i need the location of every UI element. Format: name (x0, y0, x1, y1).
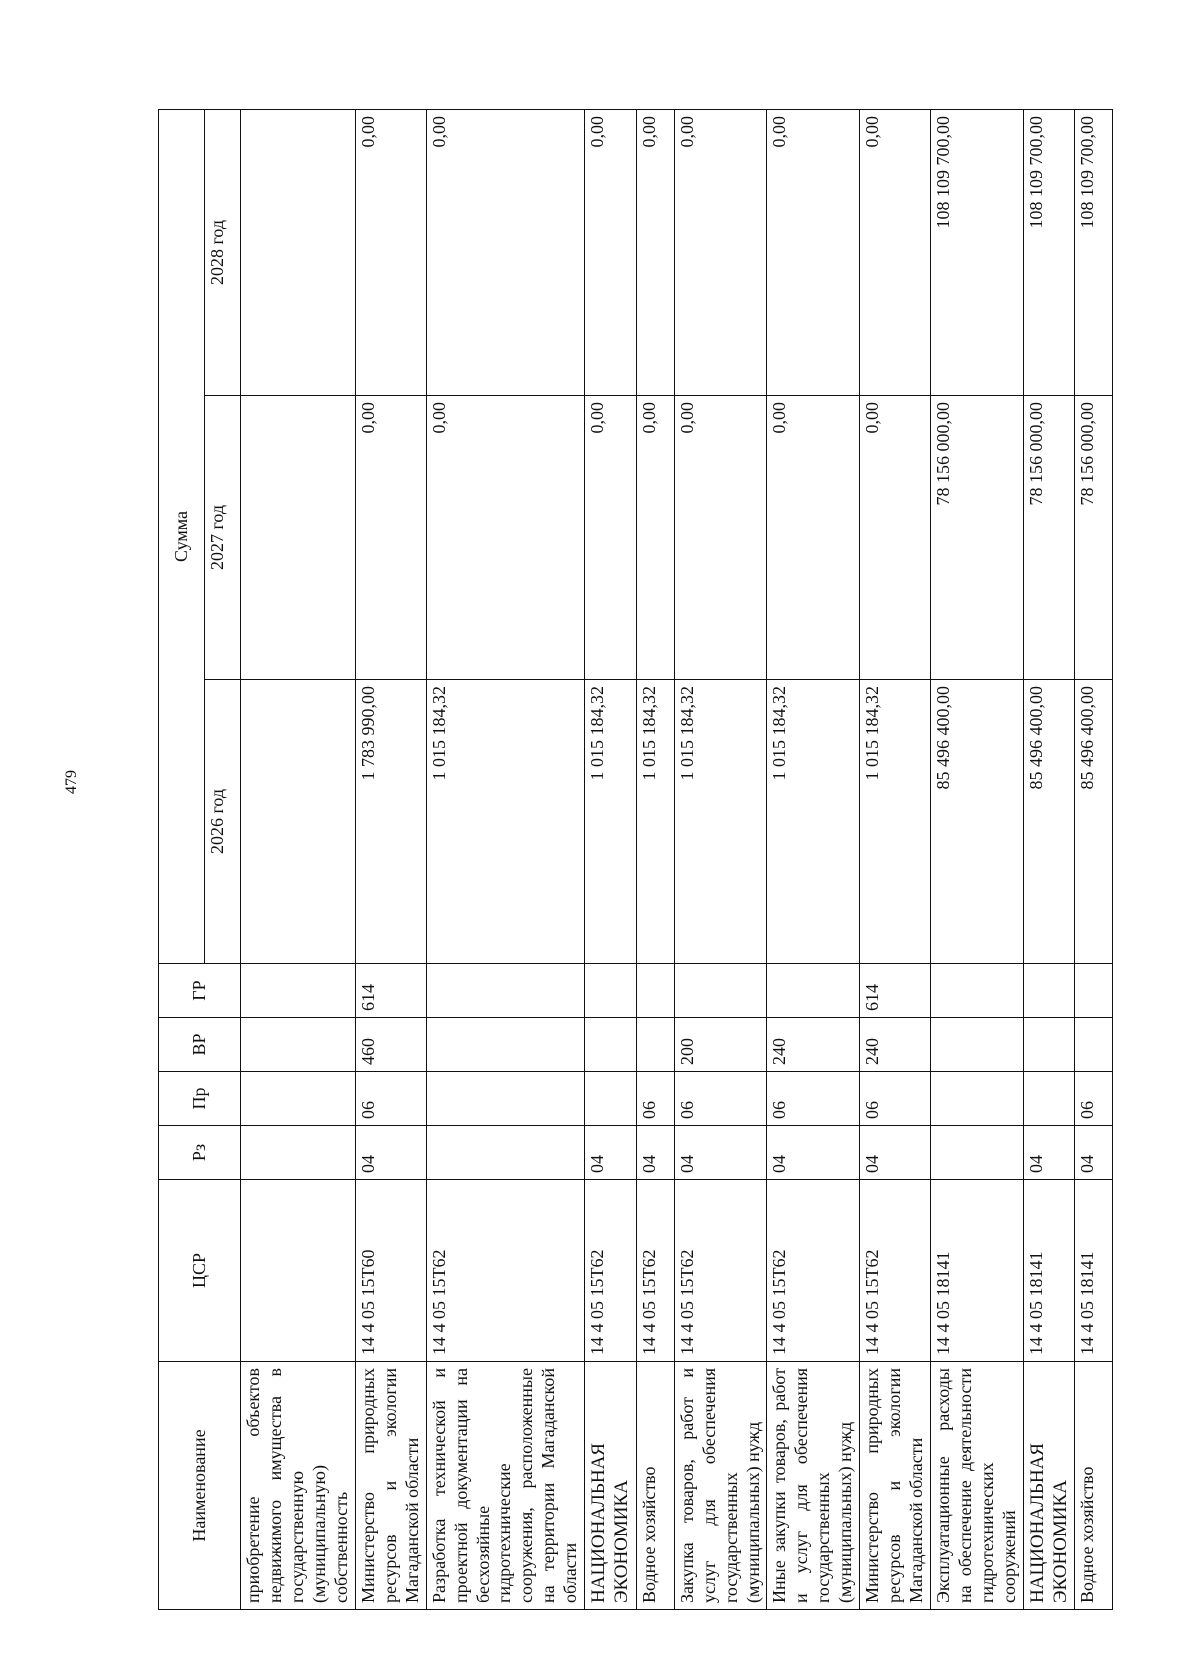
row-pr (1023, 1072, 1074, 1126)
row-2026: 1 015 184,32 (636, 680, 674, 964)
row-pr: 06 (860, 1072, 931, 1126)
row-2028: 0,00 (674, 109, 767, 395)
row-csr: 14 4 05 18141 (1075, 1180, 1113, 1362)
row-2027: 78 156 000,00 (931, 396, 1024, 680)
table-row (674, 109, 767, 1609)
row-2026: 85 496 400,00 (1023, 680, 1074, 964)
table-row (585, 109, 636, 1609)
row-gr (1023, 964, 1074, 1018)
row-vr (636, 1018, 674, 1072)
table-row (426, 109, 585, 1609)
table-row (1075, 109, 1113, 1609)
row-gr (767, 964, 860, 1018)
row-2026: 85 496 400,00 (931, 680, 1024, 964)
row-pr (585, 1072, 636, 1126)
row-vr: 460 (355, 1018, 426, 1072)
row-2028: 0,00 (426, 109, 585, 395)
row-pr: 06 (1075, 1072, 1113, 1126)
table-row (860, 109, 931, 1609)
header-sum: Сумма (159, 109, 205, 963)
header-name: Наименование (159, 1362, 241, 1610)
row-2027: 0,00 (767, 396, 860, 680)
rotated-table-wrapper (158, 110, 1098, 1610)
row-2027: 0,00 (674, 396, 767, 680)
row-pr: 06 (767, 1072, 860, 1126)
row-2028 (241, 109, 356, 395)
row-2026: 1 015 184,32 (674, 680, 767, 964)
row-2026: 1 015 184,32 (860, 680, 931, 964)
row-2028: 108 109 700,00 (931, 109, 1024, 395)
row-2026: 1 015 184,32 (426, 680, 585, 964)
row-name: Иные закупки товаров, работ и услуг для обеспечения государственных (муниципальных) нужд (767, 1362, 860, 1610)
row-2026 (241, 680, 356, 964)
row-pr (241, 1072, 356, 1126)
row-2027: 0,00 (355, 396, 426, 680)
row-gr: 614 (860, 964, 931, 1018)
row-name: Разработка технической и проектной документации на бесхозяйные гидротехнические сооружения, расположенные на территории Магаданской области (426, 1362, 585, 1610)
row-vr: 240 (767, 1018, 860, 1072)
row-vr (241, 1018, 356, 1072)
row-name: Министерство природных ресурсов и экологии Магаданской области (860, 1362, 931, 1610)
row-2028: 0,00 (767, 109, 860, 395)
row-2028: 0,00 (585, 109, 636, 395)
table-row (355, 109, 426, 1609)
row-gr: 614 (355, 964, 426, 1018)
row-csr: 14 4 05 15Т62 (636, 1180, 674, 1362)
row-name: Закупка товаров, работ и услуг для обеспечения государственных (муниципальных) нужд (674, 1362, 767, 1610)
row-name: НАЦИОНАЛЬНАЯ ЭКОНОМИКА (585, 1362, 636, 1610)
table-row (767, 109, 860, 1609)
row-name: Водное хозяйство (636, 1362, 674, 1610)
header-csr: ЦСР (159, 1180, 241, 1362)
row-rz: 04 (585, 1126, 636, 1180)
row-rz: 04 (674, 1126, 767, 1180)
row-name: Водное хозяйство (1075, 1362, 1113, 1610)
table-row (1023, 109, 1074, 1609)
page-number: 479 (63, 770, 80, 794)
row-vr (585, 1018, 636, 1072)
row-2027: 0,00 (636, 396, 674, 680)
row-name: Министерство природных ресурсов и экологии Магаданской области (355, 1362, 426, 1610)
row-pr: 06 (636, 1072, 674, 1126)
budget-table (158, 109, 1113, 1610)
row-rz (931, 1126, 1024, 1180)
header-gr: ГР (159, 964, 241, 1018)
row-gr (241, 964, 356, 1018)
row-2027: 0,00 (585, 396, 636, 680)
row-2026: 85 496 400,00 (1075, 680, 1113, 964)
row-2028: 0,00 (860, 109, 931, 395)
row-2027: 78 156 000,00 (1023, 396, 1074, 680)
row-vr (426, 1018, 585, 1072)
header-vr: ВР (159, 1018, 241, 1072)
table-row (241, 109, 356, 1609)
table-row (931, 109, 1024, 1609)
row-rz (241, 1126, 356, 1180)
row-2028: 108 109 700,00 (1075, 109, 1113, 395)
header-pr: Пр (159, 1072, 241, 1126)
row-2026: 1 015 184,32 (585, 680, 636, 964)
row-csr: 14 4 05 15Т62 (674, 1180, 767, 1362)
row-csr: 14 4 05 15Т62 (767, 1180, 860, 1362)
row-2026: 1 783 990,00 (355, 680, 426, 964)
row-vr: 240 (860, 1018, 931, 1072)
row-name: Эксплуатационные расходы на обеспечение деятельности гидротехнических сооружений (931, 1362, 1024, 1610)
row-2026: 1 015 184,32 (767, 680, 860, 964)
header-rz: Рз (159, 1126, 241, 1180)
row-2027 (241, 396, 356, 680)
row-gr (585, 964, 636, 1018)
row-csr: 14 4 05 15Т62 (860, 1180, 931, 1362)
row-rz: 04 (636, 1126, 674, 1180)
row-csr: 14 4 05 18141 (931, 1180, 1024, 1362)
row-rz (426, 1126, 585, 1180)
row-vr (1075, 1018, 1113, 1072)
row-csr: 14 4 05 15Т62 (426, 1180, 585, 1362)
row-gr (426, 964, 585, 1018)
row-rz: 04 (860, 1126, 931, 1180)
row-csr: 14 4 05 15Т62 (585, 1180, 636, 1362)
row-2028: 0,00 (636, 109, 674, 395)
row-2027: 0,00 (426, 396, 585, 680)
row-csr: 14 4 05 18141 (1023, 1180, 1074, 1362)
row-2028: 108 109 700,00 (1023, 109, 1074, 395)
row-csr: 14 4 05 15Т60 (355, 1180, 426, 1362)
row-rz: 04 (355, 1126, 426, 1180)
row-vr: 200 (674, 1018, 767, 1072)
table-row (636, 109, 674, 1609)
row-name: НАЦИОНАЛЬНАЯ ЭКОНОМИКА (1023, 1362, 1074, 1610)
header-2026: 2026 год (205, 680, 241, 964)
row-rz: 04 (1075, 1126, 1113, 1180)
row-vr (931, 1018, 1024, 1072)
header-2028: 2028 год (205, 109, 241, 395)
row-gr (636, 964, 674, 1018)
row-gr (1075, 964, 1113, 1018)
row-gr (931, 964, 1024, 1018)
row-name: приобретение объектов недвижимого имущества в государственную (муниципальную) собственность (241, 1362, 356, 1610)
row-2027: 78 156 000,00 (1075, 396, 1113, 680)
row-pr: 06 (674, 1072, 767, 1126)
row-vr (1023, 1018, 1074, 1072)
row-rz: 04 (767, 1126, 860, 1180)
row-gr (674, 964, 767, 1018)
row-pr: 06 (355, 1072, 426, 1126)
row-2027: 0,00 (860, 396, 931, 680)
row-rz: 04 (1023, 1126, 1074, 1180)
header-2027: 2027 год (205, 396, 241, 680)
row-pr (931, 1072, 1024, 1126)
row-pr (426, 1072, 585, 1126)
row-csr (241, 1180, 356, 1362)
row-2028: 0,00 (355, 109, 426, 395)
